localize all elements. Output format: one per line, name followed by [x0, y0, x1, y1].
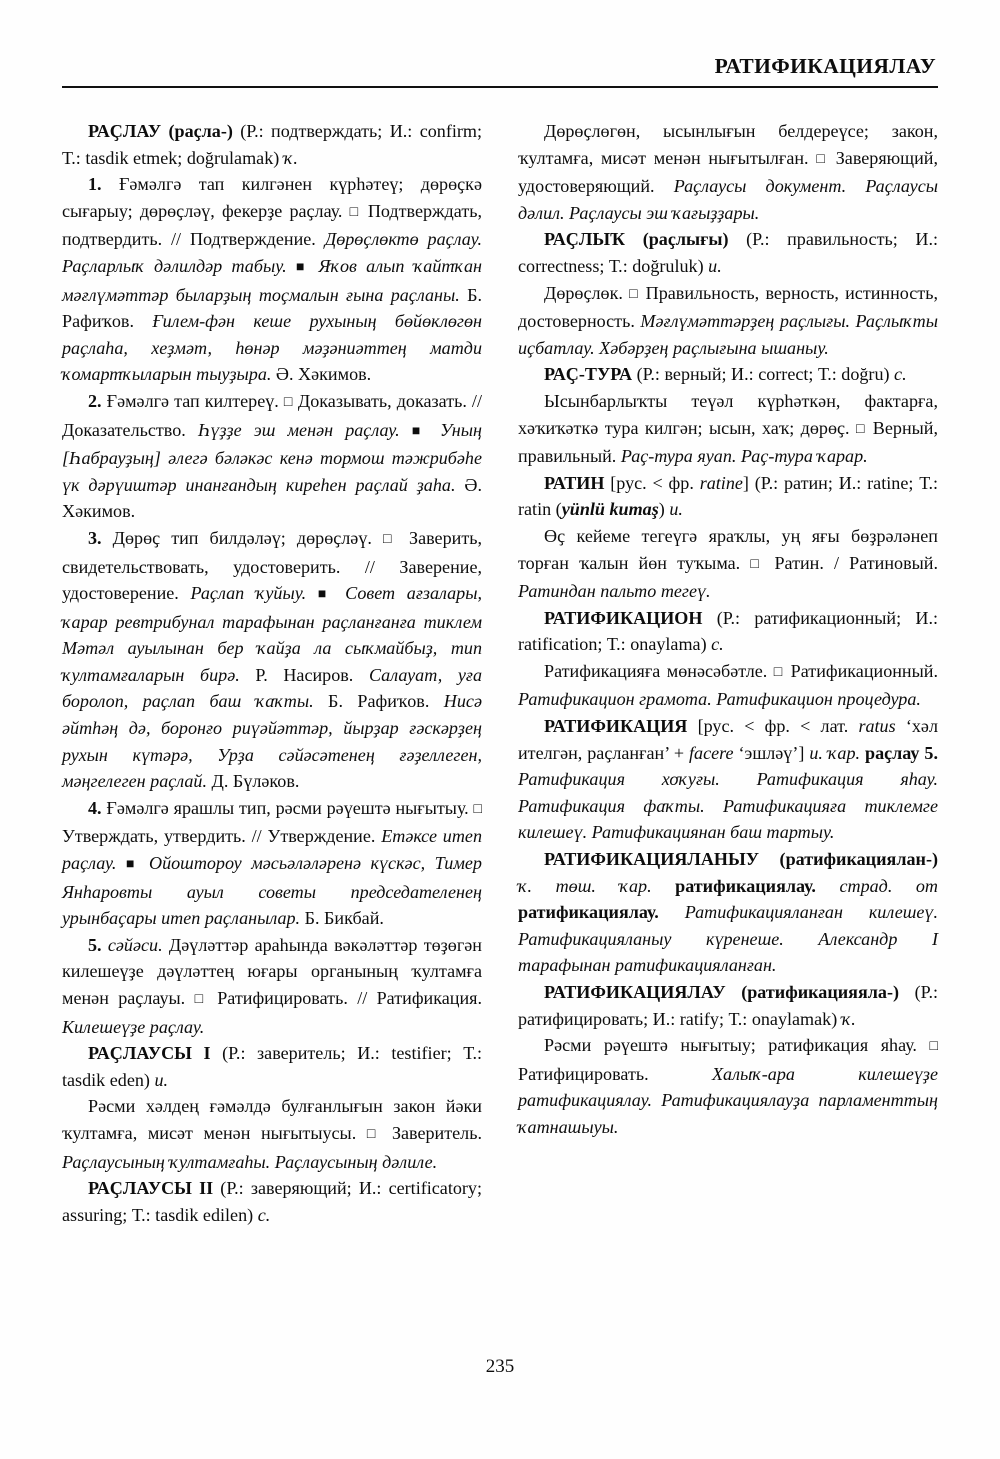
entry-raclau-head: РАҪЛАУ (раҫла-) (Р.: подтверждать; И.: confirm; Т.: tasdik etmek; doğrulamak) ҡ.	[62, 121, 483, 168]
entry-raclau-sense-2: 2. Ғәмәлгә тап килтереү. □ Доказывать, доказать. // Доказательство. Һүҙҙе эш менән раҫлау. ■ Уның [Һабрауҙың] әлегә бәләкәс кенә тормош тәжрибәһе үк дәрүиштәр инанғандың киреһен раҫлай ҙаһа. Ә. Хәкимов.	[62, 388, 482, 525]
entry-raclausy-1-body: Рәсми хәлдең ғәмәлдә булғанлығын закон йәки ҡултамға, мисәт менән нығытыусы. □ Заверитель. Раҫлаусының ҡултамғаһы. Раҫлаусының дәлиле.	[62, 1093, 482, 1175]
entry-raclausy-2-body: Дөрөҫлөгөн, ысынлығын белдереүсе; закон, ҡултамға, мисәт менән нығытылған. □ Заверяющий, удостоверяющий. Раҫлаусы документ. Раҫлаусы дәлил. Раҫлаусы эш ҡағыҙҙары.	[518, 118, 938, 226]
entry-raclausy-1-head: РАҪЛАУСЫ I (Р.: заверитель; И.: testifier; Т.: tasdik eden) и.	[62, 1043, 482, 1090]
entry-ratifikacialau-body: Рәсми рәүештә нығытыу; ратификация яһау. □ Ратифицировать. Халыҡ-ара килешеүҙе ратификациялау. Ратификациялауҙа парламенттың ҡатнашыуы.	[518, 1032, 938, 1140]
entry-raclau-sense-4: 4. Ғәмәлгә ярашлы тип, рәсми рәүештә нығытыу. □ Утверждать, утвердить. // Утверждение. Етәксе итеп раҫлау. ■ Ойоштороу мәсьәләләренә күскәс, Тимер Янһаровты ауыл советы председателенең урынбаҫары итеп раҫланылар. Б. Бикбай.	[62, 795, 482, 932]
left-column	[62, 118, 482, 1228]
page-header	[62, 56, 938, 88]
entry-ratifikacialau-head: РАТИФИКАЦИЯЛАУ (ратификацияяла-) (Р.: ратифицировать; И.: ratify; Т.: onaylamak) ҡ.	[518, 982, 938, 1029]
header-rule	[62, 86, 938, 88]
entry-ratifikaciya: РАТИФИКАЦИЯ [рус. < фр. < лат. ratus ‘хәл ителгән, раҫланған’ + facere ‘эшләү’] и. ҡар. раҫлау 5. Ратификация хоҡуғы. Ратификация яһау. Ратификация фаҡты. Ратификацияға тиклемге килешеү. Ратификациянан баш тартыу.	[518, 716, 938, 843]
entry-ratifikacion-head: РАТИФИКАЦИОН (Р.: ратификационный; И.: ratification; Т.: onaylama) с.	[518, 607, 938, 655]
entry-raclyk-body: Дөрөҫлөк. □ Правильность, верность, истинность, достоверность. Мәғлүмәттәрҙең раҫлығы. Раҫлыҡты иҫбатлау. Хәбәрҙең раҫлығына ышаныу.	[518, 280, 938, 362]
entry-rac-tura-head: РАҪ-ТУРА (Р.: верный; И.: correct; Т.: doğru) с.	[544, 364, 907, 385]
right-column	[518, 118, 938, 1228]
entry-raclyk-head: РАҪЛЫҠ (раҫлығы) (Р.: правильность; И.: correctness; Т.: doğruluk) и.	[518, 229, 938, 276]
entry-raclau-sense-1: 1. Ғәмәлгә тап килгәнен күрһәтеү; дөрөҫкә сығарыу; дөрөҫләү, фекерҙе раҫлау. □ Подтверждать, подтвердить. // Подтверждение. Дөрөҫлөктө раҫлау. Раҫларлыҡ дәлилдәр табыу. ■ Яҡов алып ҡайтҡан мәғлүмәттәр быларҙың тоҫмалын ғына раҫланы. Б. Рафиҡов. Ғилем-фән кеше рухының бөйөклөгөн раҫлаһа, хеҙмәт, һөнәр мәҙәниәттең матди ҡомартҡыларын тыуҙыра. Ә. Хәкимов.	[62, 171, 482, 388]
entry-raclausy-2-head: РАҪЛАУСЫ II (Р.: заверяющий; И.: certificatory; assuring; Т.: tasdik edilen) с.	[62, 1178, 483, 1225]
entry-rac-tura-body: Ысынбарлыҡты теүәл күрһәткән, фактарға, хәҡиҡәткә тура килгән; ысын, хаҡ; дөрөҫ. □ Верный, правильный. Раҫ-тура яуап. Раҫ-тура ҡарар.	[518, 388, 938, 470]
entry-raclau-sense-3: 3. Дөрөҫ тип билдәләү; дөрөҫләү. □ Заверить, свидетельствовать, удостоверить. // Заверение, удостоверение. Раҫлап ҡуйыу. ■ Совет ағзалары, ҡарар ревтрибунал тарафынан раҫланғанға тиклем Мәтәл ауылынан бер ҡайҙа ла сыҡмайбыҙ, тип ҡултамғаларын бирә. Р. Насиров. Салауат, уға боролоп, раҫлап баш ҡаҡты. Б. Рафиҡов. Нисә әйтһәң дә, боронғо риүәйәттәр, йырҙар ғәскәрҙең рухын күтәрә, Урҙа сәйәсәтенең ғәҙеллеген, мәңгелеген раҫлай. Д. Бүләков.	[62, 525, 482, 795]
entry-ratifikacialanyu: РАТИФИКАЦИЯЛАНЫУ (ратификациялан-) ҡ. төш. ҡар. ратификациялау. страд. от ратификациялау. Ратификацияланған килешеү. Ратификацияланыу күренеше. Александр I тарафынан ратификацияланған.	[518, 849, 938, 976]
entry-ratin-body: Өҫ кейеме тегеүгә яраҡлы, уң яғы бөҙрәләнеп торған ҡалын йөн туҡыма. □ Ратин. / Ратиновый. Ратиндан пальто тегеү.	[518, 523, 938, 605]
running-head: РАТИФИКАЦИЯЛАУ	[714, 54, 936, 78]
page-number: 235	[485, 1356, 515, 1377]
text-columns	[62, 118, 938, 1228]
entry-raclau-sense-5: 5. сәйәси. Дәүләттәр араһында вәкәләттәр төҙөгән килешеүҙе дәүләттең юғары органының ҡултамға менән раҫлауы. □ Ратифицировать. // Ратификация. Килешеүҙе раҫлау.	[62, 932, 482, 1040]
entry-ratin-head: РАТИН [рус. < фр. ratine] (Р.: ратин; И.: ratine; Т.: ratin (yünlü kumaş) и.	[518, 472, 938, 520]
entry-ratifikacion-body: Ратификацияға мөнәсәбәтле. □ Ратификационный. Ратификацион грамота. Ратификацион процедура.	[518, 658, 938, 713]
